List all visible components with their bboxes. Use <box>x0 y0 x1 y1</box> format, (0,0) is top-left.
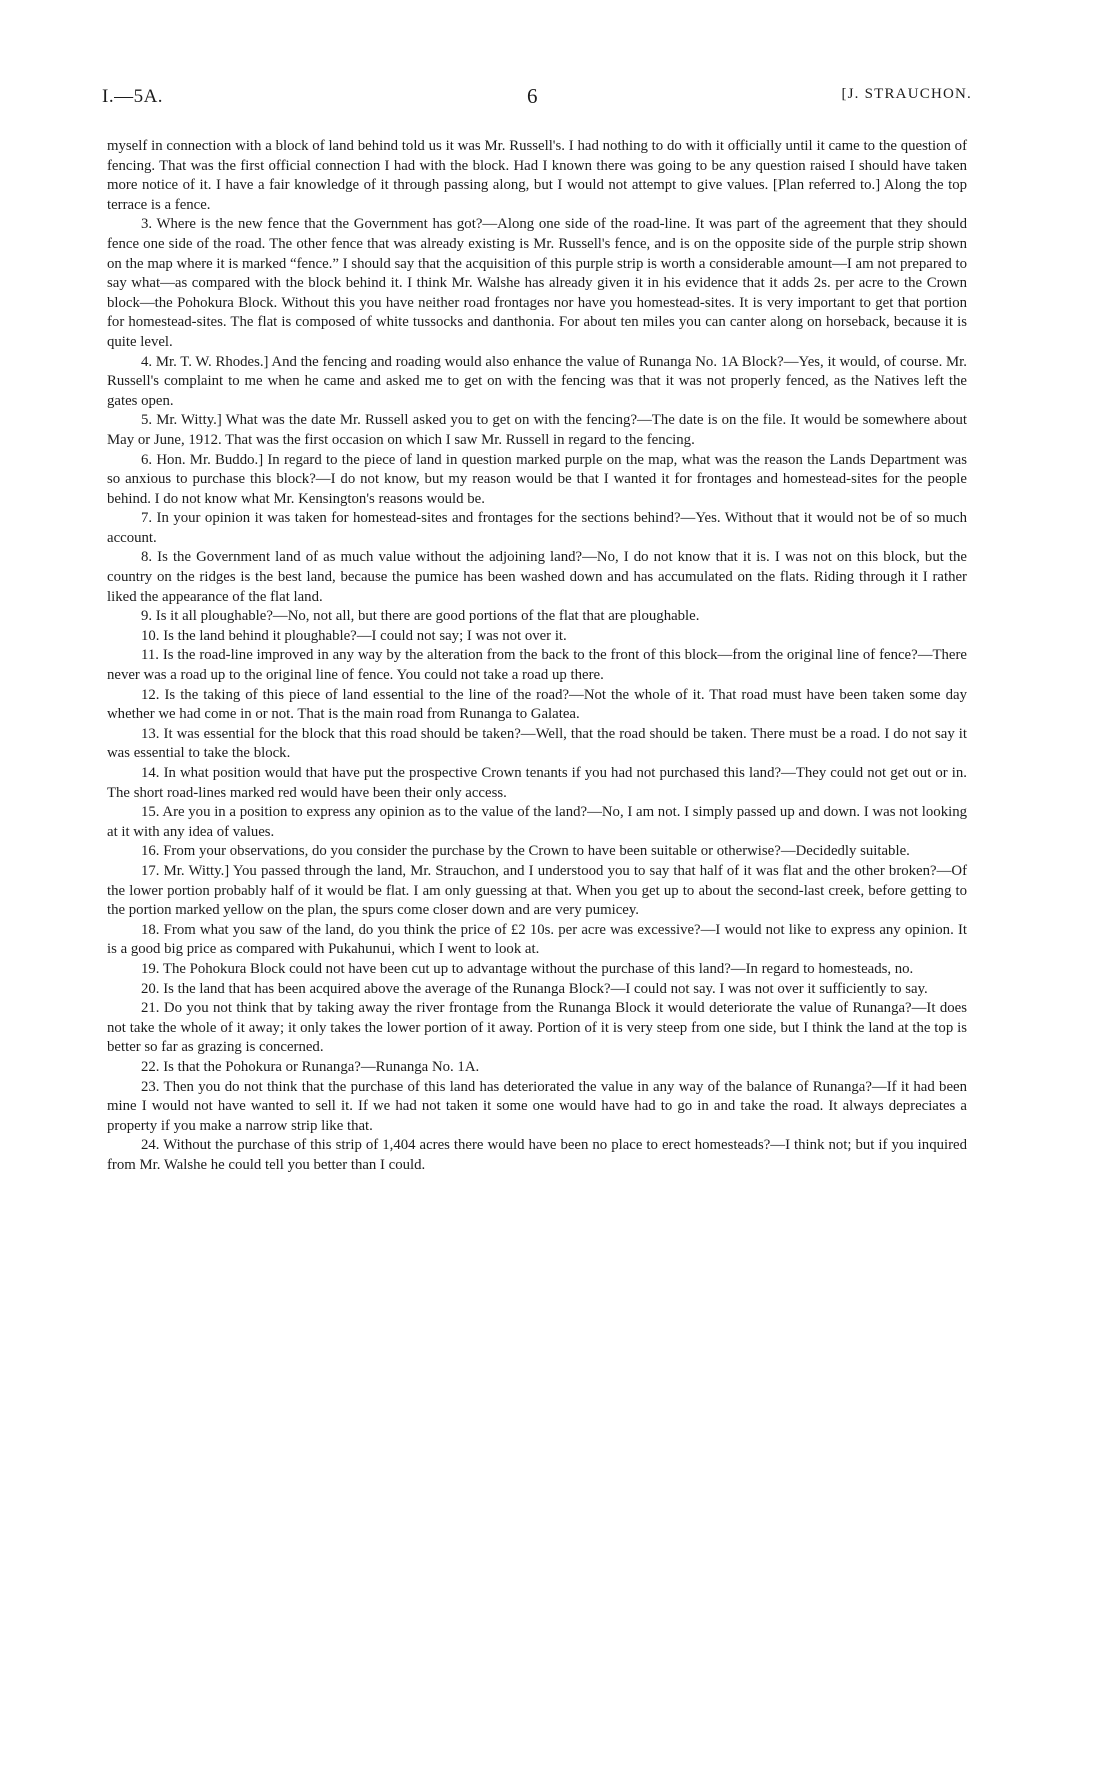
question-4: 4. Mr. T. W. Rhodes.] And the fencing and roading would also enhance the value of Runanga No. 1A Block?—Yes, it would, of course. Mr. Russell's complaint to me when he came and asked me to get on with the fencing was that it was not properly fenced, as the Natives left the gates open. <box>107 353 967 409</box>
paragraph-continuation: myself in connection with a block of land behind told us it was Mr. Russell's. I had nothing to do with it officially until it came to the question of fencing. That was the first official connection I had with the block. Had I known there was going to be any question raised I should have taken more notice of it. I have a fair knowledge of it through passing along, but I would not attempt to give values. [Plan referred to.] Along the top terrace is a fence. <box>107 138 967 213</box>
question-16: 16. From your observations, do you consider the purchase by the Crown to have been suitable or otherwise?—Decidedly suitable. <box>141 843 910 860</box>
question-17: 17. Mr. Witty.] You passed through the land, Mr. Strauchon, and I understood you to say that half of it was flat and the other broken?—Of the lower portion probably half of it would be flat. I am only guessing at that. When you get up to about the second-last creek, before getting to the portion marked yellow on the plan, the spurs come closer down and are very pumicey. <box>107 862 967 919</box>
question-14: 14. In what position would that have put the prospective Crown tenants if you had not purchased this land?—They could not get out or in. The short road-lines marked red would have been their only access. <box>107 765 967 801</box>
question-8: 8. Is the Government land of as much value without the adjoining land?—No, I do not know that it is. I was not on this block, but the country on the ridges is the best land, because the pumice has been washed down and has accumulated on the flats. Riding through it I rather liked the appearance of the flat land. <box>107 549 967 605</box>
question-15: 15. Are you in a position to express any opinion as to the value of the land?—No, I am not. I simply passed up and down. I was not looking at it with any idea of values. <box>107 804 967 840</box>
question-24: 24. Without the purchase of this strip of 1,404 acres there would have been no place to erect homesteads?—I think not; but if you inquired from Mr. Walshe he could tell you better than I could. <box>107 1137 967 1173</box>
question-22: 22. Is that the Pohokura or Runanga?—Runanga No. 1A. <box>141 1058 480 1075</box>
paper-reference: I.—5A. <box>102 86 164 107</box>
evidence-text <box>107 137 967 1175</box>
question-3: 3. Where is the new fence that the Government has got?—Along one side of the road-line. It was part of the agreement that they should fence one side of the road. The other fence that was already existing is Mr. Russell's fence, and is on the opposite side of the purple strip shown on the map where it is marked “fence.” I should say that the acquisition of this purple strip is worth a considerable amount—I am not prepared to say what—as compared with the block behind it. I think Mr. Walshe has already given it in his evidence that it adds 2s. per acre to the Crown block—the Pohokura Block. Without this you have neither road frontages nor have you homestead-sites. It is very important to get that portion for homestead-sites. The flat is composed of white tussocks and danthonia. For about ten miles you can canter along on horseback, because it is quite level. <box>107 216 967 350</box>
question-11: 11. Is the road-line improved in any way by the alteration from the back to the front of this block—from the original line of fence?—There never was a road up to the original line of fence. You could not take a road up there. <box>107 647 967 684</box>
question-21: 21. Do you not think that by taking away the river frontage from the Runanga Block it would deteriorate the value of Runanga?—It does not take the whole of it away; it only takes the lower portion of it away. Portion of it is very steep from one side, but I think the land at the top is better so far as grazing is concerned. <box>107 1000 967 1056</box>
question-6: 6. Hon. Mr. Buddo.] In regard to the piece of land in question marked purple on the map, what was the reason the Lands Department was so anxious to purchase this block?—I do not know, but my reason would be that I wanted it for frontages and homestead-sites for the people behind. I do not know what Mr. Kensington's reasons would be. <box>107 451 967 507</box>
question-19: 19. The Pohokura Block could not have been cut up to advantage without the purchase of this land?—In regard to homesteads, no. <box>141 960 914 977</box>
question-5: 5. Mr. Witty.] What was the date Mr. Russell asked you to get on with the fencing?—The date is on the file. It would be somewhere about May or June, 1912. That was the first occasion on which I saw Mr. Russell in regard to the fencing. <box>107 412 967 448</box>
question-18: 18. From what you saw of the land, do you think the price of £2 10s. per acre was excessive?—I would not like to express any opinion. It is a good big price as compared with Pukahunui, which I went to look at. <box>107 921 967 958</box>
question-7: 7. In your opinion it was taken for homestead-sites and frontages for the sections behind?—Yes. Without that it would not be of so much account. <box>107 510 967 546</box>
question-13: 13. It was essential for the block that this road should be taken?—Well, that the road should be taken. There must be a road. I do not say it was essential to take the block. <box>107 725 967 762</box>
question-10: 10. Is the land behind it ploughable?—I could not say; I was not over it. <box>141 627 567 644</box>
question-9: 9. Is it all ploughable?—No, not all, but there are good portions of the flat that are ploughable. <box>141 608 700 625</box>
question-23: 23. Then you do not think that the purchase of this land has deteriorated the value in any way of the balance of Runanga?—If it had been mine I would not have wanted to sell it. If we had not taken it some one would have had to go in and take the road. It always depreciates a property if you make a narrow strip like that. <box>107 1078 967 1134</box>
page-header <box>102 84 972 114</box>
witness-name: [J. STRAUCHON. <box>841 86 972 102</box>
question-12: 12. Is the taking of this piece of land essential to the line of the road?—Not the whole of it. That road must have been taken some day whether we had come in or not. That is the main road from Runanga to Galatea. <box>107 686 967 723</box>
page-number: 6 <box>527 84 538 108</box>
question-20: 20. Is the land that has been acquired above the average of the Runanga Block?—I could not say. I was not over it sufficiently to say. <box>141 980 928 997</box>
